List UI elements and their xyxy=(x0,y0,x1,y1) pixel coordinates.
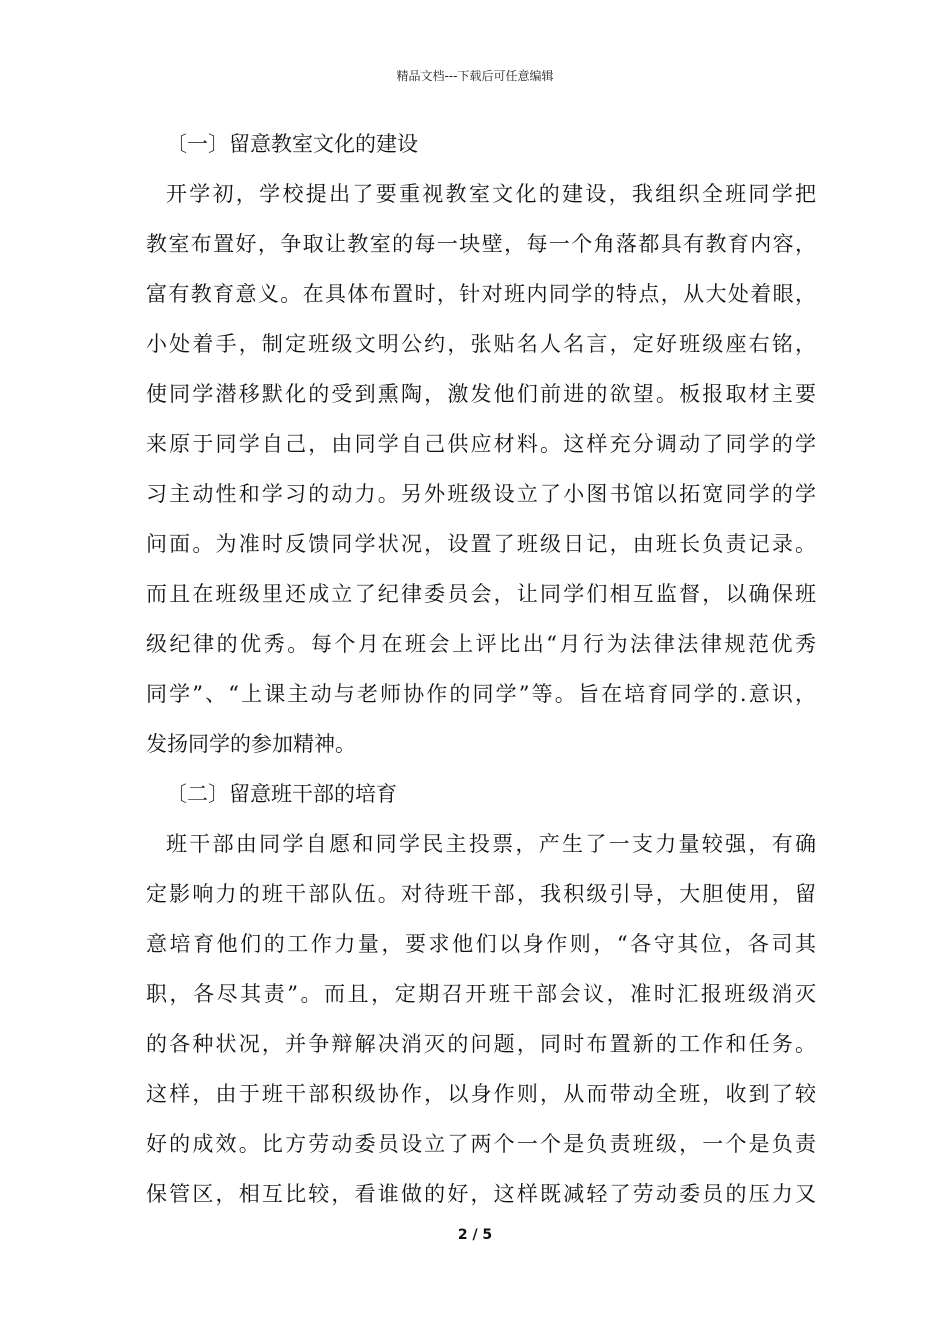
document-body xyxy=(146,119,816,1219)
paragraph-line: 级纪律的优秀。每个月在班会上评比出“月行为法律法律规范优秀 xyxy=(146,632,816,656)
paragraph-line: 教室布置好，争取让教室的每一块壁，每一个角落都具有教育内容， xyxy=(146,232,816,256)
paragraph-line: 的各种状况，并争辩解决消灭的问题，同时布置新的工作和任务。 xyxy=(146,1032,816,1056)
paragraph-line: 来原于同学自己，由同学自己供应材料。这样充分调动了同学的学 xyxy=(146,432,816,456)
paragraph-line: 问面。为准时反馈同学状况，设置了班级日记，由班长负责记录。 xyxy=(146,532,816,556)
section-heading: 〔二〕留意班干部的培育 xyxy=(166,782,397,806)
paragraph-line: 习主动性和学习的动力。另外班级设立了小图书馆以拓宽同学的学 xyxy=(146,482,816,506)
paragraph-line: 小处着手，制定班级文明公约，张贴名人名言，定好班级座右铭， xyxy=(146,332,816,356)
paragraph-line: 定影响力的班干部队伍。对待班干部，我积级引导，大胆使用，留 xyxy=(146,882,816,906)
section-heading: 〔一〕留意教室文化的建设 xyxy=(166,132,418,156)
paragraph-line: 职，各尽其责”。而且，定期召开班干部会议，准时汇报班级消灭 xyxy=(146,982,816,1006)
paragraph-line: 这样，由于班干部积级协作，以身作则，从而带动全班，收到了较 xyxy=(146,1082,816,1106)
page-header: 精品文档---下载后可任意编辑 xyxy=(396,69,554,83)
paragraph-line: 班干部由同学自愿和同学民主投票，产生了一支力量较强，有确 xyxy=(166,832,816,856)
paragraph-line: 保管区，相互比较，看谁做的好，这样既减轻了劳动委员的压力又 xyxy=(146,1182,816,1206)
paragraph-line: 同学”、“上课主动与老师协作的同学”等。旨在培育同学的.意识， xyxy=(146,682,816,706)
paragraph-line: 好的成效。比方劳动委员设立了两个一个是负责班级，一个是负责 xyxy=(146,1132,816,1156)
paragraph-line: 开学初，学校提出了要重视教室文化的建设，我组织全班同学把 xyxy=(166,182,816,206)
paragraph-line: 使同学潜移默化的受到熏陶，激发他们前进的欲望。板报取材主要 xyxy=(146,382,816,406)
paragraph-line: 意培育他们的工作力量，要求他们以身作则，“各守其位，各司其 xyxy=(146,932,816,956)
paragraph-line: 而且在班级里还成立了纪律委员会，让同学们相互监督，以确保班 xyxy=(146,582,816,606)
paragraph-line: 发扬同学的参加精神。 xyxy=(146,732,356,756)
page-number: 2 / 5 xyxy=(457,1227,493,1243)
paragraph-line: 富有教育意义。在具体布置时，针对班内同学的特点，从大处着眼， xyxy=(146,282,816,306)
